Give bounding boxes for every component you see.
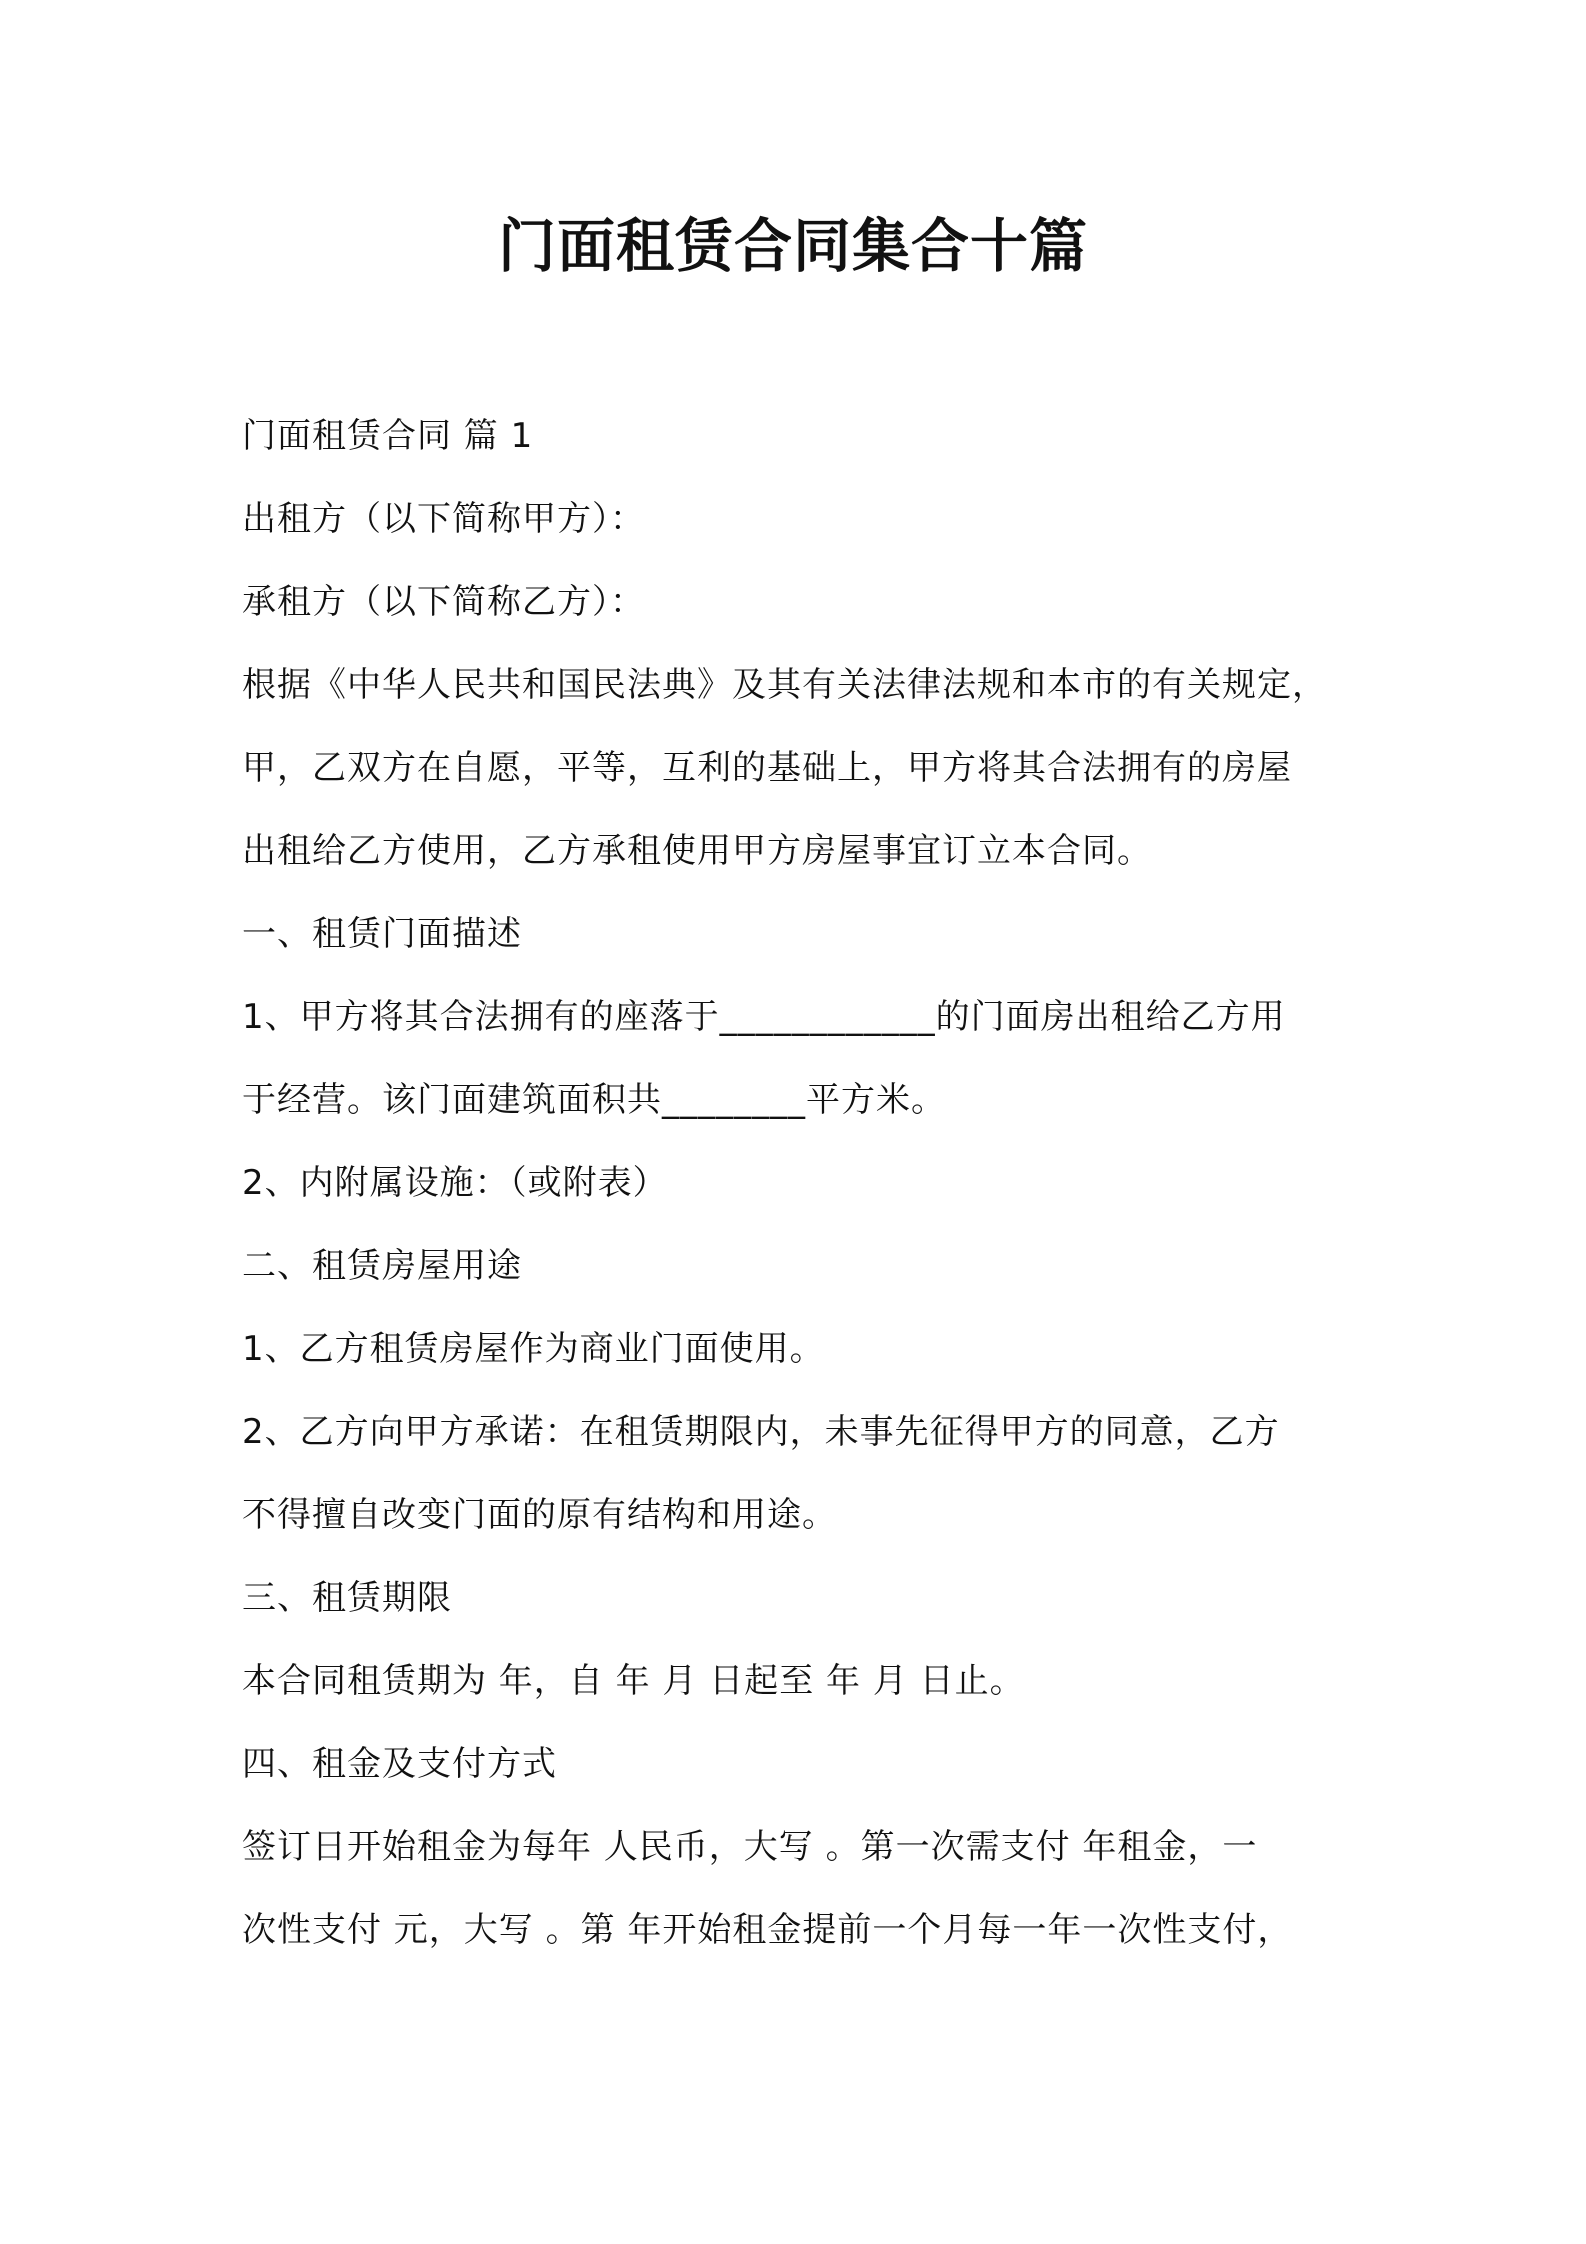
section-heading: 二、租赁房屋用途 — [242, 1246, 522, 1286]
body-line: 于经营。该门面建筑面积共________平方米。 — [242, 1080, 946, 1120]
body-line: 甲，乙双方在自愿，平等，互利的基础上，甲方将其合法拥有的房屋 — [242, 748, 1292, 788]
section-heading: 一、租赁门面描述 — [242, 914, 522, 954]
body-line: 承租方（以下简称乙方）： — [242, 582, 645, 622]
section-heading: 三、租赁期限 — [242, 1578, 452, 1618]
section-heading: 四、租金及支付方式 — [242, 1744, 557, 1784]
body-line: 1、乙方租赁房屋作为商业门面使用。 — [242, 1329, 825, 1369]
body-line: 出租方（以下简称甲方）： — [242, 499, 645, 539]
body-line: 签订日开始租金为每年 人民币，大写 。第一次需支付 年租金，一 — [242, 1827, 1258, 1867]
body-line: 2、乙方向甲方承诺：在租赁期限内，未事先征得甲方的同意，乙方 — [242, 1412, 1280, 1452]
body-line: 根据《中华人民共和国民法典》及其有关法律法规和本市的有关规定， — [242, 665, 1327, 705]
body-line: 本合同租赁期为 年，自 年 月 日起至 年 月 日止。 — [242, 1661, 1025, 1701]
body-line: 不得擅自改变门面的原有结构和用途。 — [242, 1495, 837, 1535]
body-line: 次性支付 元，大写 。第 年开始租金提前一个月每一年一次性支付， — [242, 1910, 1293, 1950]
body-line: 门面租赁合同 篇 1 — [242, 416, 534, 456]
document-title: 门面租赁合同集合十篇 — [497, 212, 1088, 280]
body-line: 1、甲方将其合法拥有的座落于____________的门面房出租给乙方用 — [242, 997, 1286, 1037]
body-line: 出租给乙方使用，乙方承租使用甲方房屋事宜订立本合同。 — [242, 831, 1152, 871]
body-line: 2、内附属设施：（或附表） — [242, 1163, 668, 1203]
document-body — [242, 395, 1362, 1972]
